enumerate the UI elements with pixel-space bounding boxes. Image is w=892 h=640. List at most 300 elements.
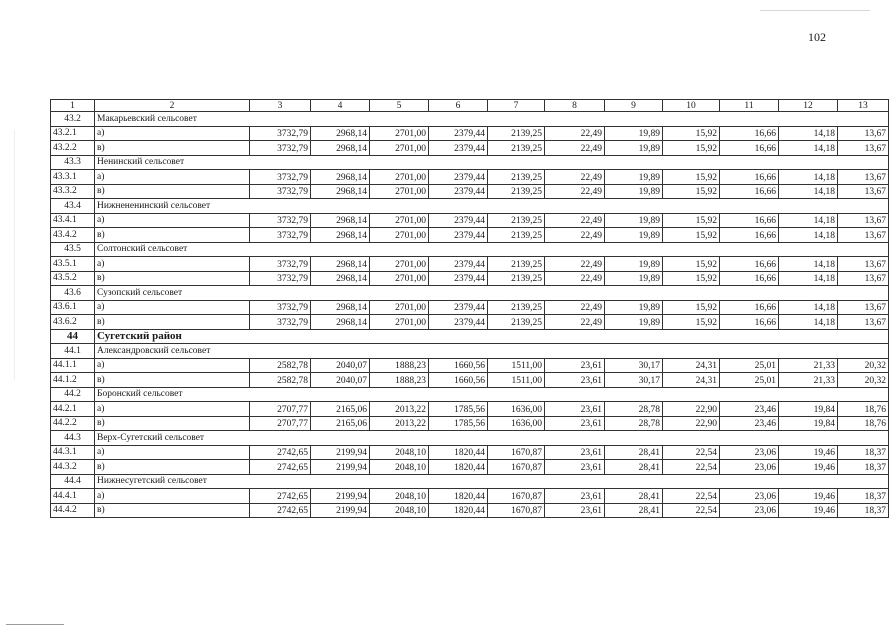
value-cell: 2701,00	[370, 315, 429, 330]
value-cell: 2139,25	[488, 184, 545, 199]
value-cell: 16,66	[720, 228, 779, 243]
value-cell: 2165,06	[311, 416, 370, 431]
value-cell: 1888,23	[370, 358, 429, 373]
table-body	[51, 100, 889, 518]
value-cell: 16,66	[720, 184, 779, 199]
row-label: в)	[95, 503, 250, 518]
value-cell: 19,84	[779, 402, 838, 417]
section-header-row	[51, 474, 889, 489]
settlement-name: Нижнененинский сельсовет	[95, 199, 889, 214]
table-row	[51, 170, 889, 185]
value-cell: 16,66	[720, 126, 779, 141]
settlement-name: Макарьевский сельсовет	[95, 112, 889, 127]
value-cell: 15,92	[663, 228, 720, 243]
value-cell: 15,92	[663, 300, 720, 315]
row-label: а)	[95, 489, 250, 504]
row-code: 44.4.2	[51, 503, 95, 518]
value-cell: 13,67	[838, 271, 889, 286]
value-cell: 2048,10	[370, 503, 429, 518]
value-cell: 19,89	[605, 184, 663, 199]
value-cell: 2139,25	[488, 141, 545, 156]
value-cell: 2013,22	[370, 402, 429, 417]
row-label: в)	[95, 184, 250, 199]
value-cell: 3732,79	[250, 228, 311, 243]
settlement-name: Верх-Сугетский сельсовет	[95, 431, 889, 446]
settlement-name: Нижнесугетский сельсовет	[95, 474, 889, 489]
value-cell: 20,32	[838, 358, 889, 373]
value-cell: 15,92	[663, 170, 720, 185]
value-cell: 2379,44	[429, 170, 488, 185]
row-label: а)	[95, 126, 250, 141]
value-cell: 2707,77	[250, 416, 311, 431]
row-label: в)	[95, 416, 250, 431]
table-row	[51, 402, 889, 417]
value-cell: 1636,00	[488, 416, 545, 431]
value-cell: 19,89	[605, 213, 663, 228]
value-cell: 2139,25	[488, 213, 545, 228]
value-cell: 15,92	[663, 315, 720, 330]
value-cell: 22,49	[545, 271, 605, 286]
value-cell: 2742,65	[250, 460, 311, 475]
value-cell: 2048,10	[370, 445, 429, 460]
value-cell: 23,06	[720, 460, 779, 475]
value-cell: 23,61	[545, 460, 605, 475]
value-cell: 25,01	[720, 373, 779, 388]
value-cell: 3732,79	[250, 170, 311, 185]
value-cell: 22,90	[663, 416, 720, 431]
value-cell: 23,61	[545, 402, 605, 417]
value-cell: 1660,56	[429, 373, 488, 388]
value-cell: 1660,56	[429, 358, 488, 373]
value-cell: 16,66	[720, 141, 779, 156]
settlement-name: Сузопский сельсовет	[95, 286, 889, 301]
table-row	[51, 315, 889, 330]
value-cell: 23,61	[545, 489, 605, 504]
value-cell: 28,41	[605, 445, 663, 460]
row-label: а)	[95, 170, 250, 185]
row-code: 43.2	[51, 112, 95, 127]
row-code: 43.3.1	[51, 170, 95, 185]
row-code: 44	[51, 329, 95, 344]
row-label: в)	[95, 373, 250, 388]
value-cell: 3732,79	[250, 300, 311, 315]
table-row	[51, 358, 889, 373]
scan-artifact-line	[6, 624, 64, 625]
value-cell: 1888,23	[370, 373, 429, 388]
value-cell: 19,89	[605, 257, 663, 272]
value-cell: 2968,14	[311, 170, 370, 185]
value-cell: 2968,14	[311, 271, 370, 286]
column-number: 10	[663, 100, 720, 112]
row-label: в)	[95, 141, 250, 156]
value-cell: 1785,56	[429, 402, 488, 417]
value-cell: 3732,79	[250, 213, 311, 228]
value-cell: 1670,87	[488, 489, 545, 504]
value-cell: 2139,25	[488, 170, 545, 185]
value-cell: 13,67	[838, 300, 889, 315]
district-header-row	[51, 329, 889, 344]
value-cell: 2701,00	[370, 126, 429, 141]
value-cell: 22,54	[663, 503, 720, 518]
value-cell: 1670,87	[488, 503, 545, 518]
value-cell: 18,37	[838, 445, 889, 460]
value-cell: 2701,00	[370, 228, 429, 243]
value-cell: 28,78	[605, 416, 663, 431]
value-cell: 2379,44	[429, 184, 488, 199]
value-cell: 2165,06	[311, 402, 370, 417]
table-row	[51, 489, 889, 504]
value-cell: 13,67	[838, 257, 889, 272]
row-label: в)	[95, 315, 250, 330]
value-cell: 13,67	[838, 213, 889, 228]
value-cell: 2379,44	[429, 213, 488, 228]
column-number: 2	[95, 100, 250, 112]
table-row	[51, 416, 889, 431]
settlement-name: Солтонский сельсовет	[95, 242, 889, 257]
value-cell: 19,46	[779, 460, 838, 475]
value-cell: 16,66	[720, 271, 779, 286]
table-row	[51, 460, 889, 475]
row-code: 43.4.1	[51, 213, 95, 228]
value-cell: 19,89	[605, 126, 663, 141]
value-cell: 2139,25	[488, 228, 545, 243]
value-cell: 19,89	[605, 315, 663, 330]
value-cell: 2582,78	[250, 373, 311, 388]
row-label: а)	[95, 402, 250, 417]
row-code: 44.1.1	[51, 358, 95, 373]
settlement-name: Боронский сельсовет	[95, 387, 889, 402]
value-cell: 2139,25	[488, 300, 545, 315]
value-cell: 1636,00	[488, 402, 545, 417]
row-code: 43.2.1	[51, 126, 95, 141]
value-cell: 22,54	[663, 445, 720, 460]
value-cell: 16,66	[720, 300, 779, 315]
value-cell: 2968,14	[311, 315, 370, 330]
value-cell: 30,17	[605, 373, 663, 388]
value-cell: 2199,94	[311, 503, 370, 518]
row-label: в)	[95, 271, 250, 286]
value-cell: 28,41	[605, 489, 663, 504]
section-header-row	[51, 242, 889, 257]
table-row	[51, 445, 889, 460]
value-cell: 14,18	[779, 170, 838, 185]
value-cell: 13,67	[838, 228, 889, 243]
value-cell: 19,46	[779, 489, 838, 504]
row-code: 43.2.2	[51, 141, 95, 156]
row-code: 43.6.1	[51, 300, 95, 315]
value-cell: 19,89	[605, 170, 663, 185]
value-cell: 24,31	[663, 358, 720, 373]
value-cell: 30,17	[605, 358, 663, 373]
column-number: 6	[429, 100, 488, 112]
value-cell: 1820,44	[429, 489, 488, 504]
value-cell: 21,33	[779, 358, 838, 373]
value-cell: 15,92	[663, 184, 720, 199]
value-cell: 22,49	[545, 300, 605, 315]
value-cell: 16,66	[720, 213, 779, 228]
value-cell: 16,66	[720, 257, 779, 272]
value-cell: 2379,44	[429, 257, 488, 272]
value-cell: 22,49	[545, 315, 605, 330]
value-cell: 2701,00	[370, 141, 429, 156]
value-cell: 19,46	[779, 503, 838, 518]
row-code: 43.6	[51, 286, 95, 301]
value-cell: 18,37	[838, 489, 889, 504]
value-cell: 2707,77	[250, 402, 311, 417]
row-code: 44.4.1	[51, 489, 95, 504]
value-cell: 1820,44	[429, 503, 488, 518]
value-cell: 20,32	[838, 373, 889, 388]
table-row	[51, 126, 889, 141]
page-number: 102	[808, 30, 826, 44]
value-cell: 13,67	[838, 170, 889, 185]
value-cell: 22,49	[545, 228, 605, 243]
scan-artifact-line	[760, 10, 870, 11]
value-cell: 2968,14	[311, 257, 370, 272]
value-cell: 25,01	[720, 358, 779, 373]
row-code: 44.3.1	[51, 445, 95, 460]
row-code: 44.3	[51, 431, 95, 446]
value-cell: 2968,14	[311, 126, 370, 141]
value-cell: 2701,00	[370, 213, 429, 228]
value-cell: 3732,79	[250, 315, 311, 330]
value-cell: 2199,94	[311, 460, 370, 475]
value-cell: 23,06	[720, 489, 779, 504]
row-label: а)	[95, 213, 250, 228]
value-cell: 2139,25	[488, 271, 545, 286]
section-header-row	[51, 344, 889, 359]
value-cell: 23,61	[545, 373, 605, 388]
value-cell: 14,18	[779, 184, 838, 199]
value-cell: 23,06	[720, 503, 779, 518]
value-cell: 19,89	[605, 271, 663, 286]
value-cell: 13,67	[838, 184, 889, 199]
value-cell: 1670,87	[488, 445, 545, 460]
value-cell: 1820,44	[429, 460, 488, 475]
value-cell: 3732,79	[250, 271, 311, 286]
value-cell: 1511,00	[488, 373, 545, 388]
value-cell: 1820,44	[429, 445, 488, 460]
table-row	[51, 257, 889, 272]
value-cell: 22,90	[663, 402, 720, 417]
column-number: 7	[488, 100, 545, 112]
value-cell: 15,92	[663, 271, 720, 286]
section-header-row	[51, 286, 889, 301]
row-code: 43.6.2	[51, 315, 95, 330]
value-cell: 28,41	[605, 460, 663, 475]
value-cell: 2379,44	[429, 271, 488, 286]
row-code: 44.3.2	[51, 460, 95, 475]
value-cell: 2199,94	[311, 489, 370, 504]
row-code: 43.3	[51, 155, 95, 170]
section-header-row	[51, 387, 889, 402]
settlement-name: Александровский сельсовет	[95, 344, 889, 359]
value-cell: 2040,07	[311, 373, 370, 388]
value-cell: 3732,79	[250, 141, 311, 156]
value-cell: 22,49	[545, 184, 605, 199]
value-cell: 16,66	[720, 170, 779, 185]
value-cell: 19,89	[605, 300, 663, 315]
value-cell: 2701,00	[370, 170, 429, 185]
value-cell: 2742,65	[250, 489, 311, 504]
column-number: 8	[545, 100, 605, 112]
row-code: 44.1.2	[51, 373, 95, 388]
value-cell: 15,92	[663, 257, 720, 272]
row-code: 43.4.2	[51, 228, 95, 243]
value-cell: 24,31	[663, 373, 720, 388]
value-cell: 2048,10	[370, 460, 429, 475]
value-cell: 14,18	[779, 257, 838, 272]
value-cell: 18,37	[838, 460, 889, 475]
value-cell: 2139,25	[488, 315, 545, 330]
value-cell: 18,76	[838, 416, 889, 431]
value-cell: 2040,07	[311, 358, 370, 373]
value-cell: 1670,87	[488, 460, 545, 475]
table-row	[51, 228, 889, 243]
value-cell: 22,54	[663, 489, 720, 504]
value-cell: 14,18	[779, 213, 838, 228]
value-cell: 2379,44	[429, 228, 488, 243]
value-cell: 22,49	[545, 126, 605, 141]
rates-table	[50, 99, 889, 518]
value-cell: 2968,14	[311, 228, 370, 243]
value-cell: 21,33	[779, 373, 838, 388]
value-cell: 23,61	[545, 358, 605, 373]
column-number: 1	[51, 100, 95, 112]
value-cell: 3732,79	[250, 126, 311, 141]
value-cell: 14,18	[779, 126, 838, 141]
table-row	[51, 213, 889, 228]
value-cell: 2701,00	[370, 184, 429, 199]
value-cell: 22,49	[545, 170, 605, 185]
table-row	[51, 373, 889, 388]
value-cell: 19,89	[605, 141, 663, 156]
row-code: 44.1	[51, 344, 95, 359]
value-cell: 28,41	[605, 503, 663, 518]
section-header-row	[51, 155, 889, 170]
column-number: 13	[838, 100, 889, 112]
value-cell: 19,46	[779, 445, 838, 460]
section-header-row	[51, 199, 889, 214]
row-code: 43.3.2	[51, 184, 95, 199]
value-cell: 23,61	[545, 503, 605, 518]
value-cell: 15,92	[663, 141, 720, 156]
column-number-row	[51, 100, 889, 112]
row-code: 44.2.2	[51, 416, 95, 431]
value-cell: 3732,79	[250, 184, 311, 199]
value-cell: 2199,94	[311, 445, 370, 460]
row-code: 44.4	[51, 474, 95, 489]
row-label: а)	[95, 300, 250, 315]
value-cell: 2582,78	[250, 358, 311, 373]
value-cell: 23,46	[720, 416, 779, 431]
value-cell: 23,61	[545, 416, 605, 431]
value-cell: 2379,44	[429, 300, 488, 315]
value-cell: 14,18	[779, 271, 838, 286]
value-cell: 2139,25	[488, 257, 545, 272]
row-code: 44.2.1	[51, 402, 95, 417]
value-cell: 3732,79	[250, 257, 311, 272]
column-number: 4	[311, 100, 370, 112]
column-number: 12	[779, 100, 838, 112]
value-cell: 2968,14	[311, 213, 370, 228]
row-label: а)	[95, 445, 250, 460]
value-cell: 23,61	[545, 445, 605, 460]
value-cell: 2379,44	[429, 315, 488, 330]
value-cell: 2701,00	[370, 257, 429, 272]
row-code: 43.4	[51, 199, 95, 214]
value-cell: 22,49	[545, 141, 605, 156]
value-cell: 2379,44	[429, 126, 488, 141]
column-number: 11	[720, 100, 779, 112]
row-label: в)	[95, 460, 250, 475]
value-cell: 13,67	[838, 315, 889, 330]
value-cell: 23,06	[720, 445, 779, 460]
value-cell: 22,49	[545, 213, 605, 228]
value-cell: 13,67	[838, 126, 889, 141]
value-cell: 28,78	[605, 402, 663, 417]
column-number: 9	[605, 100, 663, 112]
value-cell: 14,18	[779, 300, 838, 315]
district-name: Сугетский район	[95, 329, 889, 344]
value-cell: 14,18	[779, 315, 838, 330]
table-row	[51, 300, 889, 315]
scan-artifact-line	[14, 130, 15, 380]
value-cell: 2968,14	[311, 300, 370, 315]
value-cell: 19,84	[779, 416, 838, 431]
column-number: 3	[250, 100, 311, 112]
value-cell: 15,92	[663, 213, 720, 228]
value-cell: 2701,00	[370, 271, 429, 286]
value-cell: 2048,10	[370, 489, 429, 504]
column-number: 5	[370, 100, 429, 112]
table-row	[51, 271, 889, 286]
row-label: а)	[95, 257, 250, 272]
value-cell: 18,76	[838, 402, 889, 417]
table-row	[51, 141, 889, 156]
value-cell: 23,46	[720, 402, 779, 417]
value-cell: 1785,56	[429, 416, 488, 431]
value-cell: 16,66	[720, 315, 779, 330]
value-cell: 2742,65	[250, 445, 311, 460]
settlement-name: Ненинский сельсовет	[95, 155, 889, 170]
row-label: а)	[95, 358, 250, 373]
value-cell: 13,67	[838, 141, 889, 156]
value-cell: 14,18	[779, 141, 838, 156]
row-code: 43.5.1	[51, 257, 95, 272]
table-row	[51, 503, 889, 518]
section-header-row	[51, 431, 889, 446]
value-cell: 1511,00	[488, 358, 545, 373]
value-cell: 2968,14	[311, 141, 370, 156]
row-code: 43.5.2	[51, 271, 95, 286]
value-cell: 19,89	[605, 228, 663, 243]
value-cell: 2379,44	[429, 141, 488, 156]
row-code: 44.2	[51, 387, 95, 402]
value-cell: 2968,14	[311, 184, 370, 199]
value-cell: 15,92	[663, 126, 720, 141]
table-row	[51, 184, 889, 199]
value-cell: 2139,25	[488, 126, 545, 141]
value-cell: 22,49	[545, 257, 605, 272]
section-header-row	[51, 112, 889, 127]
row-code: 43.5	[51, 242, 95, 257]
value-cell: 2701,00	[370, 300, 429, 315]
value-cell: 18,37	[838, 503, 889, 518]
value-cell: 2742,65	[250, 503, 311, 518]
value-cell: 2013,22	[370, 416, 429, 431]
row-label: в)	[95, 228, 250, 243]
